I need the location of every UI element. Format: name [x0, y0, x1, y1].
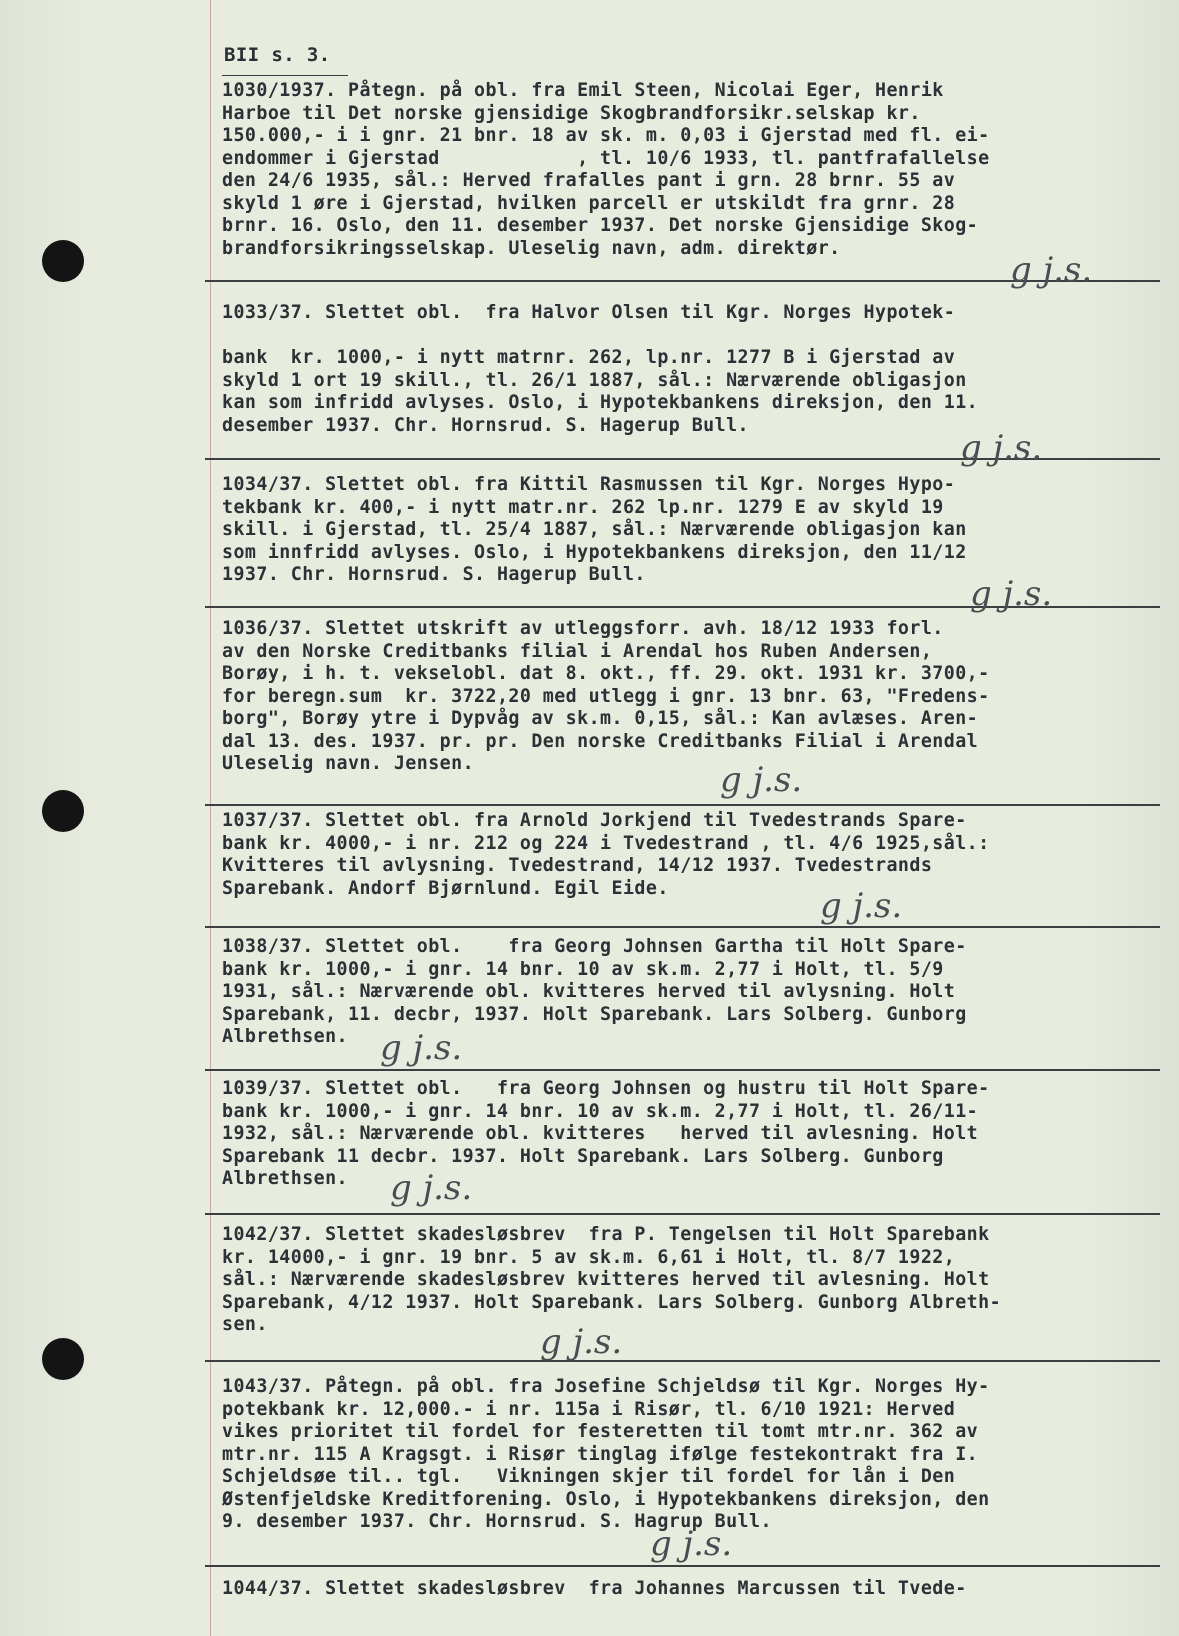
- text-line: av den Norske Creditbanks filial i Arendal hos Ruben Andersen,: [222, 640, 933, 662]
- text-line: sen.: [222, 1314, 268, 1335]
- text-line: 9. desember 1937. Chr. Hornsrud. S. Hagrup Bull.: [222, 1511, 772, 1532]
- text-line: 1033/37. Slettet obl. fra Halvor Olsen til Kgr. Norges Hypotek-: [222, 302, 956, 323]
- entry-1042: [222, 1224, 1147, 1337]
- text-line: 150.000,- i i gnr. 21 bnr. 18 av sk. m. 0,03 i Gjerstad med fl. ei-: [222, 125, 990, 146]
- text-line: bank kr. 1000,- i gnr. 14 bnr. 10 av sk.m. 2,77 i Holt, tl. 5/9: [222, 958, 944, 980]
- text-line: den 24/6 1935, sål.: Herved frafalles pant i grn. 28 brnr. 55 av: [222, 170, 956, 191]
- text-line: mtr.nr. 115 A Kragsgt. i Risør tinglag ifølge festekontrakt fra I.: [222, 1443, 979, 1465]
- punch-hole: [42, 790, 84, 832]
- handwritten-initials: g j.s.: [820, 886, 903, 926]
- entry-separator: [205, 804, 1160, 806]
- handwritten-initials: g j.s.: [390, 1168, 473, 1208]
- text-line: 1038/37. Slettet obl. fra Georg Johnsen Gartha til Holt Spare-: [222, 936, 967, 957]
- text-line: 1044/37. Slettet skadesløsbrev fra Johannes Marcussen til Tvede-: [222, 1578, 967, 1599]
- text-line: skill. i Gjerstad, tl. 25/4 1887, sål.: Nærværende obligasjon kan: [222, 519, 967, 540]
- text-line: borg", Borøy ytre i Dypvåg av sk.m. 0,15, sål.: Kan avlæses. Aren-: [222, 708, 979, 729]
- text-line: 1037/37. Slettet obl. fra Arnold Jorkjend til Tvedestrands Spare-: [222, 810, 967, 831]
- entry-1039: [222, 1078, 1147, 1191]
- handwritten-initials: g j.s.: [650, 1524, 733, 1564]
- entry-1030: [222, 80, 1147, 260]
- handwritten-initials: g j.s.: [380, 1028, 463, 1068]
- text-line: for beregn.sum kr. 3722,20 med utlegg i gnr. 13 bnr. 63, "Fredens-: [222, 685, 990, 707]
- text-line: kr. 14000,- i gnr. 19 bnr. 5 av sk.m. 6,61 i Holt, tl. 8/7 1922,: [222, 1246, 956, 1268]
- text-line: som innfridd avlyses. Oslo, i Hypotekbankens direksjon, den 11/12: [222, 541, 967, 563]
- text-line: skyld 1 ort 19 skill., tl. 26/1 1887, sål.: Nærværende obligasjon: [222, 369, 967, 391]
- text-line: Kvitteres til avlysning. Tvedestrand, 14/12 1937. Tvedestrands: [222, 855, 933, 876]
- text-line: 1043/37. Påtegn. på obl. fra Josefine Schjeldsø til Kgr. Norges Hy-: [222, 1376, 990, 1397]
- handwritten-initials: g j.s.: [960, 428, 1043, 468]
- handwritten-initials: g j.s.: [1010, 250, 1093, 290]
- text-line: [222, 325, 1147, 348]
- text-line: Borøy, i h. t. vekselobl. dat 8. okt., ff. 29. okt. 1931 kr. 3700,-: [222, 663, 990, 684]
- text-line: Sparebank. Andorf Bjørnlund. Egil Eide.: [222, 877, 669, 899]
- text-line: 1034/37. Slettet obl. fra Kittil Rasmussen til Kgr. Norges Hypo-: [222, 474, 956, 495]
- header-underline: [222, 75, 348, 76]
- text-line: brnr. 16. Oslo, den 11. desember 1937. Det norske Gjensidige Skog-: [222, 215, 979, 236]
- text-line: Uleselig navn. Jensen.: [222, 753, 475, 774]
- text-line: vikes prioritet til fordel for festeretten til tomt mtr.nr. 362 av: [222, 1421, 979, 1442]
- text-line: potekbank kr. 12,000.- i nr. 115a i Risør, tl. 6/10 1921: Herved: [222, 1398, 956, 1420]
- text-line: kan som infridd avlyses. Oslo, i Hypotekbankens direksjon, den 11.: [222, 392, 979, 413]
- text-line: skyld 1 øre i Gjerstad, hvilken parcell er utskildt fra grnr. 28: [222, 192, 956, 214]
- entry-separator: [205, 1069, 1160, 1071]
- text-line: Østenfjeldske Kreditforening. Oslo, i Hypotekbankens direksjon, den: [222, 1488, 990, 1510]
- text-line: 1042/37. Slettet skadesløsbrev fra P. Tengelsen til Holt Sparebank: [222, 1224, 990, 1245]
- entry-1033: [222, 302, 1147, 437]
- text-line: Albrethsen.: [222, 1168, 349, 1189]
- punch-hole: [42, 240, 84, 282]
- entry-1036: [222, 618, 1147, 776]
- text-line: Sparebank 11 decbr. 1937. Holt Sparebank. Lars Solberg. Gunborg: [222, 1145, 944, 1167]
- text-line: sål.: Nærværende skadesløsbrev kvitteres herved til avlesning. Holt: [222, 1269, 990, 1290]
- entry-separator: [205, 1213, 1160, 1215]
- text-line: Schjeldsøe til.. tgl. Vikningen skjer til fordel for lån i Den: [222, 1466, 956, 1487]
- text-line: 1937. Chr. Hornsrud. S. Hagerup Bull.: [222, 564, 646, 585]
- page-header: BII s. 3.: [224, 44, 331, 66]
- text-line: bank kr. 1000,- i nytt matrnr. 262, lp.nr. 1277 B i Gjerstad av: [222, 347, 956, 368]
- entry-1044: [222, 1578, 1147, 1601]
- handwritten-initials: g j.s.: [540, 1322, 623, 1362]
- text-line: Sparebank, 4/12 1937. Holt Sparebank. Lars Solberg. Gunborg Albreth-: [222, 1291, 1002, 1313]
- text-line: bank kr. 1000,- i gnr. 14 bnr. 10 av sk.m. 2,77 i Holt, tl. 26/11-: [222, 1100, 979, 1122]
- text-line: bank kr. 4000,- i nr. 212 og 224 i Tvedestrand , tl. 4/6 1925,sål.:: [222, 832, 990, 854]
- handwritten-initials: g j.s.: [720, 760, 803, 800]
- entry-separator: [205, 926, 1160, 928]
- entry-separator: [205, 1360, 1160, 1362]
- entry-1043: [222, 1376, 1147, 1534]
- text-line: 1932, sål.: Nærværende obl. kvitteres herved til avlesning. Holt: [222, 1123, 979, 1144]
- text-line: dal 13. des. 1937. pr. pr. Den norske Creditbanks Filial i Arendal: [222, 730, 979, 752]
- text-line: brandforsikringsselskap. Uleselig navn, adm. direktør.: [222, 237, 841, 259]
- text-line: tekbank kr. 400,- i nytt matr.nr. 262 lp.nr. 1279 E av skyld 19: [222, 496, 944, 518]
- text-line: Sparebank, 11. decbr, 1937. Holt Sparebank. Lars Solberg. Gunborg: [222, 1003, 967, 1025]
- text-line: 1036/37. Slettet utskrift av utleggsforr. avh. 18/12 1933 forl.: [222, 618, 944, 639]
- text-line: desember 1937. Chr. Hornsrud. S. Hagerup Bull.: [222, 414, 749, 436]
- text-line: endommer i Gjerstad , tl. 10/6 1933, tl. pantfrafallelse: [222, 147, 990, 169]
- text-line: 1030/1937. Påtegn. på obl. fra Emil Steen, Nicolai Eger, Henrik: [222, 80, 944, 101]
- entry-1034: [222, 474, 1147, 587]
- text-line: 1931, sål.: Nærværende obl. kvitteres herved til avlysning. Holt: [222, 981, 956, 1002]
- text-line: Albrethsen.: [222, 1026, 349, 1047]
- punch-hole: [42, 1338, 84, 1380]
- text-line: Harboe til Det norske gjensidige Skogbrandforsikr.selskap kr.: [222, 102, 921, 124]
- margin-line: [210, 0, 211, 1636]
- handwritten-initials: g j.s.: [970, 574, 1053, 614]
- entry-separator: [205, 1565, 1160, 1567]
- entry-1037: [222, 810, 1147, 900]
- text-line: 1039/37. Slettet obl. fra Georg Johnsen og hustru til Holt Spare-: [222, 1078, 990, 1099]
- entry-1038: [222, 936, 1147, 1049]
